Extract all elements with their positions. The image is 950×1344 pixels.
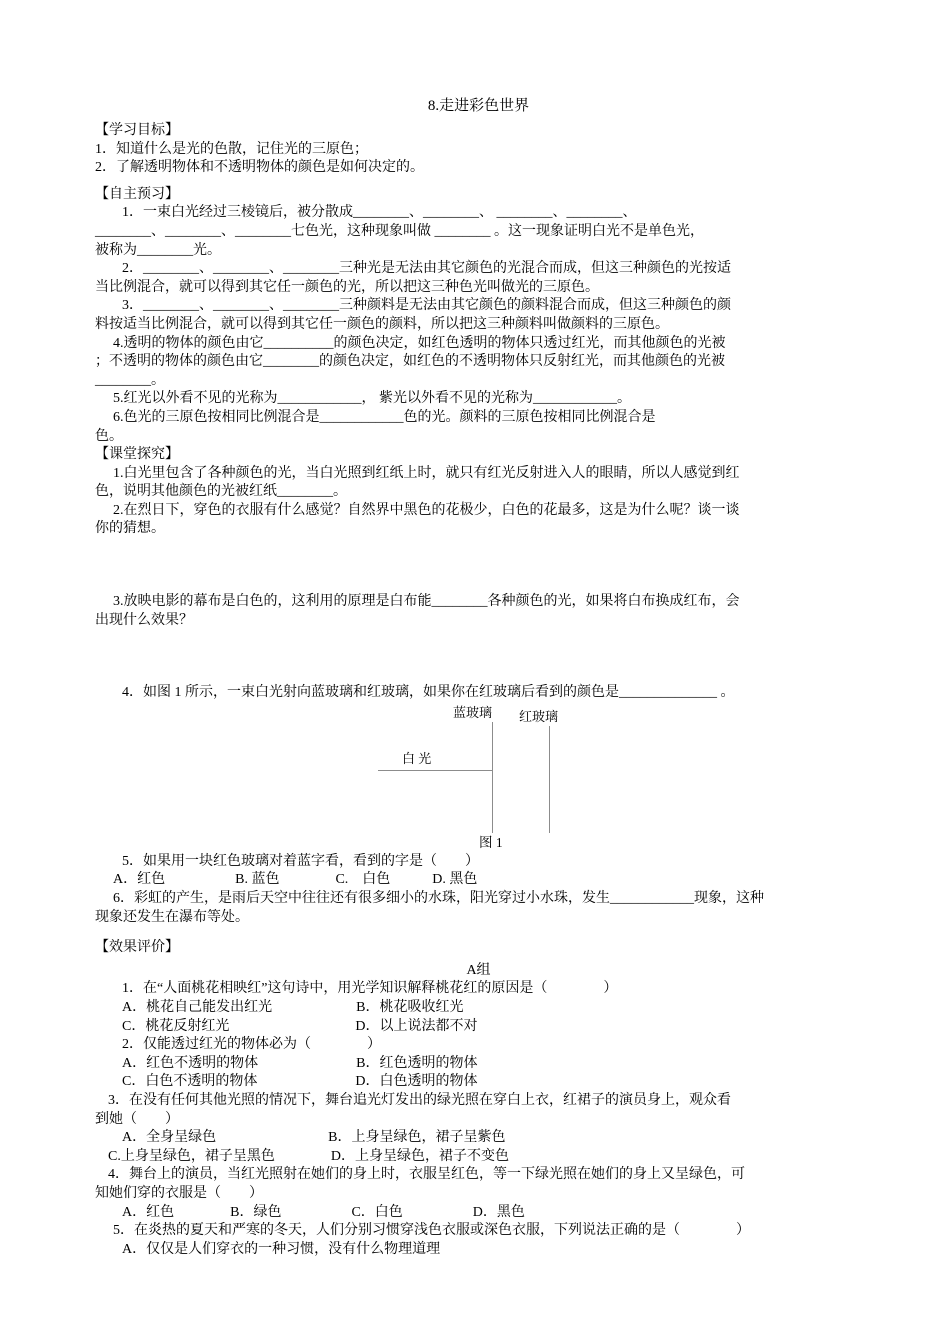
evaluation-options-line: A．红色 B．绿色 C．白色 D．黑色 bbox=[122, 1204, 525, 1220]
preview-line: 6.色光的三原色按相同比例混合是____________色的光。颜料的三原色按相同比例混合是 bbox=[113, 409, 656, 425]
evaluation-options-line: C．桃花反射红光 D．以上说法都不对 bbox=[122, 1018, 478, 1034]
exploration-line: 2.在烈日下，穿色的衣服有什么感觉？自然界中黑色的花极少，白色的花最多，这是为什么呢？谈一谈 bbox=[113, 502, 740, 518]
preview-line: 3．________、________、________三种颜料是无法由其它颜色的颜料混合而成，但这三种颜色的颜 bbox=[122, 298, 731, 314]
preview-line: 色。 bbox=[95, 428, 123, 444]
exploration-line: 你的猜想。 bbox=[95, 521, 165, 537]
exploration-line: 5．如果用一块红色玻璃对着蓝字看，看到的字是（ ） bbox=[122, 853, 479, 869]
evaluation-options-line: C.上身呈绿色，裙子呈黑色 D．上身呈绿色，裙子不变色 bbox=[108, 1148, 509, 1164]
evaluation-question: 2．仅能透过红光的物体必为（ ） bbox=[122, 1037, 381, 1053]
evaluation-options-line: A．桃花自己能发出红光 B．桃花吸收红光 bbox=[122, 1000, 464, 1015]
red-glass-label: 红玻璃 bbox=[519, 708, 559, 724]
evaluation-question: 3．在没有任何其他光照的情况下，舞台追光灯发出的绿光照在穿白上衣，红裙子的演员身上，观众看 bbox=[108, 1092, 731, 1108]
answer-space bbox=[95, 539, 862, 593]
section-header-exploration: 【课堂探究】 bbox=[95, 447, 179, 463]
exploration-line: 4．如图 1 所示，一束白光射向蓝玻璃和红玻璃，如果你在红玻璃后看到的颜色是______________ 。 bbox=[122, 685, 735, 701]
learning-goal-line: 2．了解透明物体和不透明物体的颜色是如何决定的。 bbox=[95, 160, 424, 176]
evaluation-question: 5．在炎热的夏天和严寒的冬天，人们分别习惯穿浅色衣服或深色衣服，下列说法正确的是（ ） bbox=[113, 1223, 750, 1239]
learning-goal-line: 1．知道什么是光的色散，记住光的三原色； bbox=[95, 141, 368, 157]
exploration-line: 色，说明其他颜色的光被红纸________。 bbox=[95, 484, 347, 500]
evaluation-question: 1．在“人面桃花相映红”这句诗中，用光学知识解释桃花红的原因是（ ） bbox=[122, 981, 618, 997]
white-light-label: 白 光 bbox=[402, 750, 432, 766]
preview-line: ；不透明的物体的颜色由它________的颜色决定，如红色的不透明物体只反射红光，而其他颜色的光被 bbox=[95, 354, 725, 370]
preview-line: 料按适当比例混合，就可以得到其它任一颜色的颜料，所以把这三种颜料叫做颜料的三原色。 bbox=[95, 316, 669, 332]
exploration-line: 6．彩虹的产生，是雨后天空中往往还有很多细小的水珠，阳光穿过小水珠，发生____________现象，这种 bbox=[113, 891, 764, 907]
preview-line: 被称为________光。 bbox=[95, 242, 221, 258]
evaluation-options-line: A．全身呈绿色 B．上身呈绿色，裙子呈紫色 bbox=[122, 1130, 506, 1146]
preview-line: 4.透明的物体的颜色由它__________的颜色决定，如红色透明的物体只透过红光，而其他颜色的光被 bbox=[113, 335, 726, 351]
figure-1 bbox=[95, 705, 862, 853]
preview-line: 5.红光以外看不见的光称为____________， 紫光以外看不见的光称为____________。 bbox=[113, 391, 631, 407]
preview-line: 1．一束白光经过三棱镜后，被分散成________、________、 ________、________、 bbox=[122, 205, 637, 221]
blue-glass-label: 蓝玻璃 bbox=[453, 704, 493, 720]
answer-space bbox=[95, 630, 862, 684]
preview-line: 当比例混合，就可以得到其它任一颜色的光，所以把这三种色光叫做光的三原色。 bbox=[95, 279, 599, 295]
figure-caption: 图 1 bbox=[479, 834, 503, 850]
group-a-label: A组 bbox=[466, 962, 491, 978]
section-header-preview: 【自主预习】 bbox=[95, 186, 179, 202]
white-light-ray bbox=[378, 770, 492, 771]
evaluation-question: 4．舞台上的演员，当红光照射在她们的身上时，衣服呈红色，等一下绿光照在她们的身上又呈绿色，可 bbox=[108, 1167, 745, 1183]
exploration-line: 出现什么效果？ bbox=[95, 612, 193, 628]
evaluation-options-line: A．红色不透明的物体 B．红色透明的物体 bbox=[122, 1055, 478, 1071]
evaluation-question: 到她（ ） bbox=[95, 1111, 179, 1127]
exploration-line: 3.放映电影的幕布是白色的，这利用的原理是白布能________各种颜色的光，如果将白布换成红布，会 bbox=[113, 594, 740, 610]
exploration-line: 1.白光里包含了各种颜色的光，当白光照到红纸上时，就只有红光反射进入人的眼睛，所以人感觉到红 bbox=[113, 465, 740, 481]
evaluation-question: 知她们穿的衣服是（ ） bbox=[95, 1185, 263, 1201]
exploration-line: 现象还发生在瀑布等处。 bbox=[95, 909, 249, 925]
section-header-evaluation: 【效果评价】 bbox=[95, 940, 179, 956]
preview-line: 2．________、________、________三种光是无法由其它颜色的光混合而成，但这三种颜色的光按适 bbox=[122, 261, 731, 277]
preview-line: ________。 bbox=[95, 372, 165, 388]
exploration-options-line: A．红色 B. 蓝色 C. 白色 D. 黑色 bbox=[113, 872, 478, 888]
red-glass-line bbox=[549, 726, 550, 833]
page-title: 8.走进彩色世界 bbox=[427, 98, 530, 114]
blue-glass-line bbox=[492, 722, 493, 833]
evaluation-options-line: C．白色不透明的物体 D．白色透明的物体 bbox=[122, 1074, 478, 1090]
preview-line: ________、________、________七色光，这种现象叫做 ________ 。这一现象证明白光不是单色光， bbox=[95, 223, 704, 239]
evaluation-options-line: A．仅仅是人们穿衣的一种习惯，没有什么物理道理 bbox=[122, 1241, 441, 1257]
section-header-learning-goals: 【学习目标】 bbox=[95, 123, 179, 138]
